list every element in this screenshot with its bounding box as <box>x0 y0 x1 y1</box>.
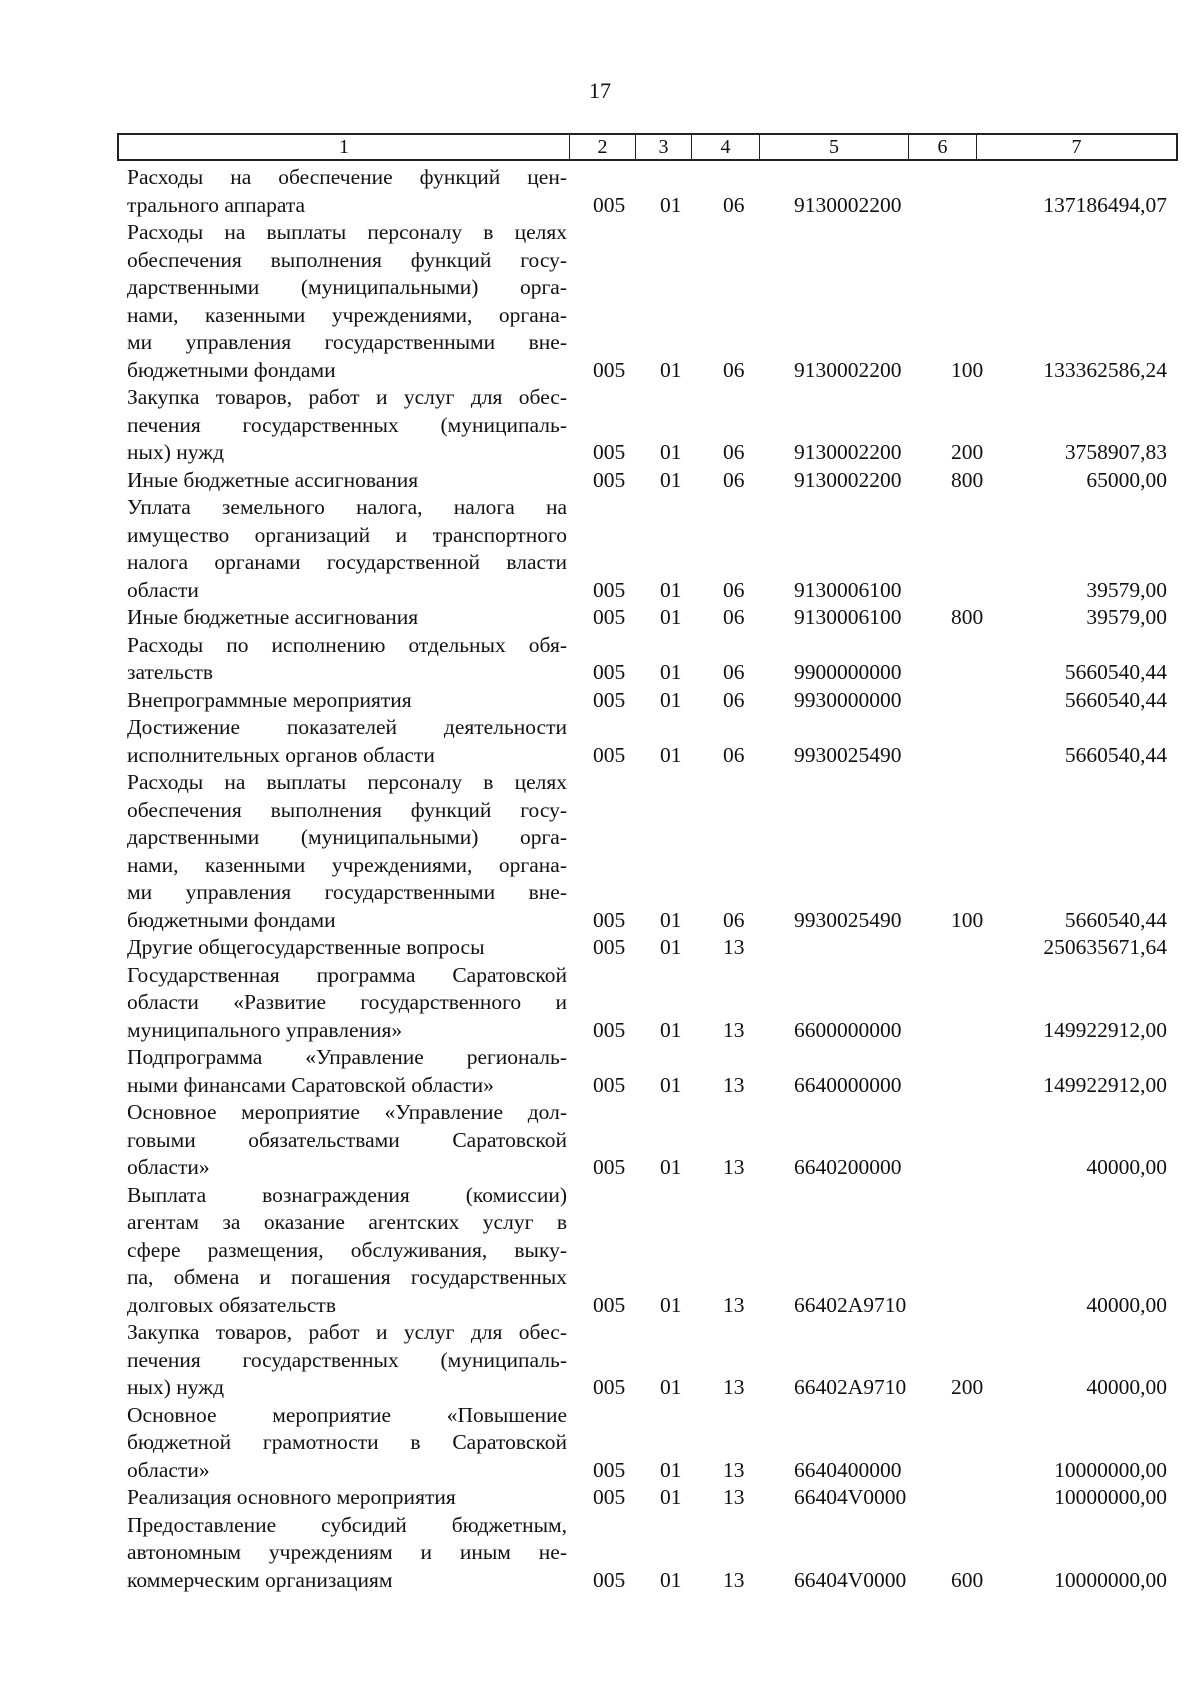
description-line: Другие общегосударственные вопросы <box>127 935 485 959</box>
description-line: бюджетными фондами <box>127 357 336 382</box>
row-target-article: 6640000000 <box>794 1072 902 1097</box>
table-row <box>0 934 1200 962</box>
row-amount: 10000000,00 <box>1054 1485 1167 1509</box>
row-section-code: 005 <box>593 1375 626 1399</box>
table-row <box>0 1484 1200 1512</box>
description-line: муниципального управления» <box>127 1017 403 1042</box>
description-line: Основное мероприятие «Управление дол- <box>127 1100 567 1124</box>
row-target-article: 9130002200 <box>794 192 902 217</box>
row-section-code: 005 <box>593 1567 626 1592</box>
description-line: па, обмена и погашения государственных <box>127 1265 567 1289</box>
description-line: Расходы на выплаты персоналу в целях <box>127 770 567 794</box>
row-subsection-code: 01 <box>660 687 682 712</box>
table-row <box>0 467 1200 495</box>
header-col-1: 1 <box>119 135 570 159</box>
row-subsection2-code: 06 <box>723 467 745 492</box>
row-section-code: 005 <box>593 687 626 712</box>
row-target-article: 9130006100 <box>794 577 902 602</box>
row-section-code: 005 <box>593 935 626 959</box>
row-subsection2-code: 06 <box>723 357 745 382</box>
row-amount: 3758907,83 <box>1064 440 1167 464</box>
header-col-3: 3 <box>636 135 692 159</box>
row-target-article: 9930025490 <box>794 742 902 767</box>
row-subsection-code: 01 <box>660 1072 682 1097</box>
row-description <box>127 467 567 495</box>
row-section-code: 005 <box>593 1072 626 1097</box>
description-line: агентам за оказание агентских услуг в <box>127 1210 567 1234</box>
row-subsection-code: 01 <box>660 192 682 217</box>
row-section-code: 005 <box>593 440 626 464</box>
row-amount: 5660540,44 <box>1064 687 1167 712</box>
row-expense-type: 800 <box>951 467 984 492</box>
row-subsection2-code: 13 <box>723 935 745 959</box>
row-description <box>127 1512 567 1595</box>
row-amount: 5660540,44 <box>1064 907 1167 932</box>
header-col-6: 6 <box>909 135 977 159</box>
row-target-article: 9930025490 <box>794 907 902 932</box>
row-description <box>127 1099 567 1182</box>
table-row <box>0 1044 1200 1099</box>
row-subsection-code: 01 <box>660 1457 682 1482</box>
table-row <box>0 1099 1200 1182</box>
row-subsection-code: 01 <box>660 1155 682 1179</box>
description-line: Предоставление субсидий бюджетным, <box>127 1512 567 1537</box>
row-description <box>127 769 567 934</box>
description-line: области» <box>127 1457 210 1482</box>
row-expense-type: 100 <box>951 907 984 932</box>
page-number: 17 <box>589 78 611 103</box>
table-row <box>0 384 1200 467</box>
description-line: ми управления государственными вне- <box>127 880 567 904</box>
row-description <box>127 494 567 604</box>
row-amount: 250635671,64 <box>1043 935 1167 959</box>
row-target-article: 9900000000 <box>794 660 902 684</box>
row-section-code: 005 <box>593 192 626 217</box>
row-subsection2-code: 06 <box>723 192 745 217</box>
row-amount: 10000000,00 <box>1054 1457 1167 1482</box>
description-line: налога органами государственной власти <box>127 550 567 574</box>
row-description <box>127 962 567 1045</box>
description-line: области <box>127 577 199 602</box>
row-amount: 133362586,24 <box>1043 357 1167 382</box>
row-section-code: 005 <box>593 467 626 492</box>
row-section-code: 005 <box>593 1155 626 1179</box>
row-section-code: 005 <box>593 1457 626 1482</box>
description-line: Достижение показателей деятельности <box>127 715 567 739</box>
row-subsection-code: 01 <box>660 440 682 464</box>
row-description <box>127 714 567 769</box>
row-section-code: 005 <box>593 742 626 767</box>
row-subsection2-code: 06 <box>723 440 745 464</box>
table-row <box>0 1512 1200 1595</box>
description-line: ными финансами Саратовской области» <box>127 1072 494 1097</box>
table-row <box>0 604 1200 632</box>
row-target-article: 6640200000 <box>794 1155 902 1179</box>
row-target-article: 66402A9710 <box>794 1375 907 1399</box>
row-subsection-code: 01 <box>660 1485 682 1509</box>
description-line: Уплата земельного налога, налога на <box>127 495 567 519</box>
description-line: Закупка товаров, работ и услуг для обес- <box>127 385 567 409</box>
row-amount: 137186494,07 <box>1043 192 1167 217</box>
row-subsection-code: 01 <box>660 1567 682 1592</box>
description-line: Иные бюджетные ассигнования <box>127 605 419 629</box>
row-section-code: 005 <box>593 1292 626 1317</box>
row-amount: 40000,00 <box>1086 1292 1167 1317</box>
row-description <box>127 1044 567 1099</box>
row-description <box>127 632 567 687</box>
row-subsection-code: 01 <box>660 577 682 602</box>
description-line: имущество организаций и транспортного <box>127 522 567 547</box>
row-subsection-code: 01 <box>660 935 682 959</box>
description-line: обеспечения выполнения функций госу- <box>127 797 567 822</box>
description-line: бюджетной грамотности в Саратовской <box>127 1430 567 1454</box>
row-subsection2-code: 13 <box>723 1567 745 1592</box>
description-line: обеспечения выполнения функций госу- <box>127 247 567 272</box>
description-line: ных) нужд <box>127 440 225 464</box>
row-subsection2-code: 13 <box>723 1155 745 1179</box>
table-row <box>0 687 1200 715</box>
row-target-article: 9130002200 <box>794 440 902 464</box>
row-subsection2-code: 06 <box>723 660 745 684</box>
description-line: Подпрограмма «Управление региональ- <box>127 1045 567 1069</box>
row-expense-type: 100 <box>951 357 984 382</box>
row-amount: 65000,00 <box>1086 467 1167 492</box>
row-subsection2-code: 06 <box>723 687 745 712</box>
description-line: дарственными (муниципальными) орга- <box>127 825 567 849</box>
row-subsection-code: 01 <box>660 605 682 629</box>
row-subsection-code: 01 <box>660 907 682 932</box>
row-section-code: 005 <box>593 357 626 382</box>
table-row <box>0 164 1200 219</box>
table-row <box>0 1402 1200 1485</box>
row-amount: 149922912,00 <box>1043 1072 1167 1097</box>
row-amount: 40000,00 <box>1086 1155 1167 1179</box>
row-section-code: 005 <box>593 577 626 602</box>
description-line: Расходы на обеспечение функций цен- <box>127 165 567 189</box>
row-subsection2-code: 06 <box>723 577 745 602</box>
row-subsection-code: 01 <box>660 660 682 684</box>
row-description <box>127 219 567 384</box>
row-section-code: 005 <box>593 660 626 684</box>
table-row <box>0 962 1200 1045</box>
row-subsection2-code: 13 <box>723 1072 745 1097</box>
row-description <box>127 1484 567 1512</box>
row-subsection2-code: 06 <box>723 742 745 767</box>
row-amount: 5660540,44 <box>1064 660 1167 684</box>
description-line: ми управления государственными вне- <box>127 330 567 354</box>
row-target-article: 9130006100 <box>794 605 902 629</box>
table-row <box>0 632 1200 687</box>
description-line: бюджетными фондами <box>127 907 336 932</box>
row-expense-type: 200 <box>951 440 984 464</box>
row-expense-type: 200 <box>951 1375 984 1399</box>
description-line: Расходы по исполнению отдельных обя- <box>127 632 567 657</box>
description-line: коммерческим организациям <box>127 1567 393 1592</box>
description-line: говыми обязательствами Саратовской <box>127 1127 567 1152</box>
row-section-code: 005 <box>593 1485 626 1509</box>
row-amount: 39579,00 <box>1086 605 1167 629</box>
table-row <box>0 494 1200 604</box>
table-row <box>0 1182 1200 1320</box>
row-target-article: 66404V0000 <box>794 1567 907 1592</box>
row-description <box>127 1402 567 1485</box>
row-description <box>127 1319 567 1402</box>
row-target-article: 9130002200 <box>794 467 902 492</box>
row-subsection2-code: 13 <box>723 1375 745 1399</box>
row-description <box>127 687 567 715</box>
row-subsection-code: 01 <box>660 742 682 767</box>
row-description <box>127 1182 567 1320</box>
description-line: Расходы на выплаты персоналу в целях <box>127 220 567 244</box>
description-line: трального аппарата <box>127 192 306 217</box>
description-line: сфере размещения, обслуживания, выку- <box>127 1237 567 1262</box>
row-subsection-code: 01 <box>660 1292 682 1317</box>
row-description <box>127 604 567 632</box>
table-row <box>0 714 1200 769</box>
description-line: Выплата вознаграждения (комиссии) <box>127 1182 567 1207</box>
row-subsection2-code: 06 <box>723 605 745 629</box>
description-line: Реализация основного мероприятия <box>127 1485 456 1509</box>
description-line: нами, казенными учреждениями, органа- <box>127 852 567 877</box>
row-subsection2-code: 06 <box>723 907 745 932</box>
row-amount: 10000000,00 <box>1054 1567 1167 1592</box>
row-target-article: 9130002200 <box>794 357 902 382</box>
description-line: долговых обязательств <box>127 1292 336 1317</box>
row-target-article: 66402A9710 <box>794 1292 907 1317</box>
row-amount: 149922912,00 <box>1043 1017 1167 1042</box>
row-subsection-code: 01 <box>660 467 682 492</box>
description-line: зательств <box>127 660 214 684</box>
header-col-5: 5 <box>760 135 909 159</box>
table-header <box>117 133 1178 161</box>
description-line: автономным учреждениям и иным не- <box>127 1540 567 1564</box>
description-line: Внепрограммные мероприятия <box>127 687 412 712</box>
table-row <box>0 1319 1200 1402</box>
description-line: печения государственных (муниципаль- <box>127 1347 567 1372</box>
table-body <box>0 164 1200 1594</box>
row-subsection-code: 01 <box>660 357 682 382</box>
table-row <box>0 769 1200 934</box>
description-line: исполнительных органов области <box>127 742 435 767</box>
row-subsection-code: 01 <box>660 1375 682 1399</box>
description-line: Иные бюджетные ассигнования <box>127 467 419 492</box>
row-amount: 40000,00 <box>1086 1375 1167 1399</box>
header-col-7: 7 <box>1071 136 1082 158</box>
row-section-code: 005 <box>593 605 626 629</box>
description-line: ных) нужд <box>127 1375 225 1399</box>
header-col-4: 4 <box>692 135 760 159</box>
row-amount: 5660540,44 <box>1064 742 1167 767</box>
description-line: области «Развитие государственного и <box>127 990 567 1014</box>
description-line: Основное мероприятие «Повышение <box>127 1402 567 1427</box>
description-line: Государственная программа Саратовской <box>127 962 567 987</box>
row-section-code: 005 <box>593 907 626 932</box>
table-row <box>0 219 1200 384</box>
row-subsection-code: 01 <box>660 1017 682 1042</box>
row-subsection2-code: 13 <box>723 1457 745 1482</box>
description-line: области» <box>127 1155 210 1179</box>
row-description <box>127 164 567 219</box>
row-target-article: 6640400000 <box>794 1457 902 1482</box>
row-description <box>127 384 567 467</box>
row-subsection2-code: 13 <box>723 1485 745 1509</box>
row-target-article: 6600000000 <box>794 1017 902 1042</box>
row-expense-type: 800 <box>951 605 984 629</box>
row-expense-type: 600 <box>951 1567 984 1592</box>
header-col-2: 2 <box>570 135 636 159</box>
row-description <box>127 934 567 962</box>
row-target-article: 9930000000 <box>794 687 902 712</box>
row-amount: 39579,00 <box>1086 577 1167 602</box>
row-section-code: 005 <box>593 1017 626 1042</box>
description-line: нами, казенными учреждениями, органа- <box>127 302 567 327</box>
row-subsection2-code: 13 <box>723 1017 745 1042</box>
description-line: дарственными (муниципальными) орга- <box>127 275 567 299</box>
description-line: печения государственных (муниципаль- <box>127 412 567 437</box>
row-subsection2-code: 13 <box>723 1292 745 1317</box>
row-target-article: 66404V0000 <box>794 1485 907 1509</box>
description-line: Закупка товаров, работ и услуг для обес- <box>127 1320 567 1344</box>
